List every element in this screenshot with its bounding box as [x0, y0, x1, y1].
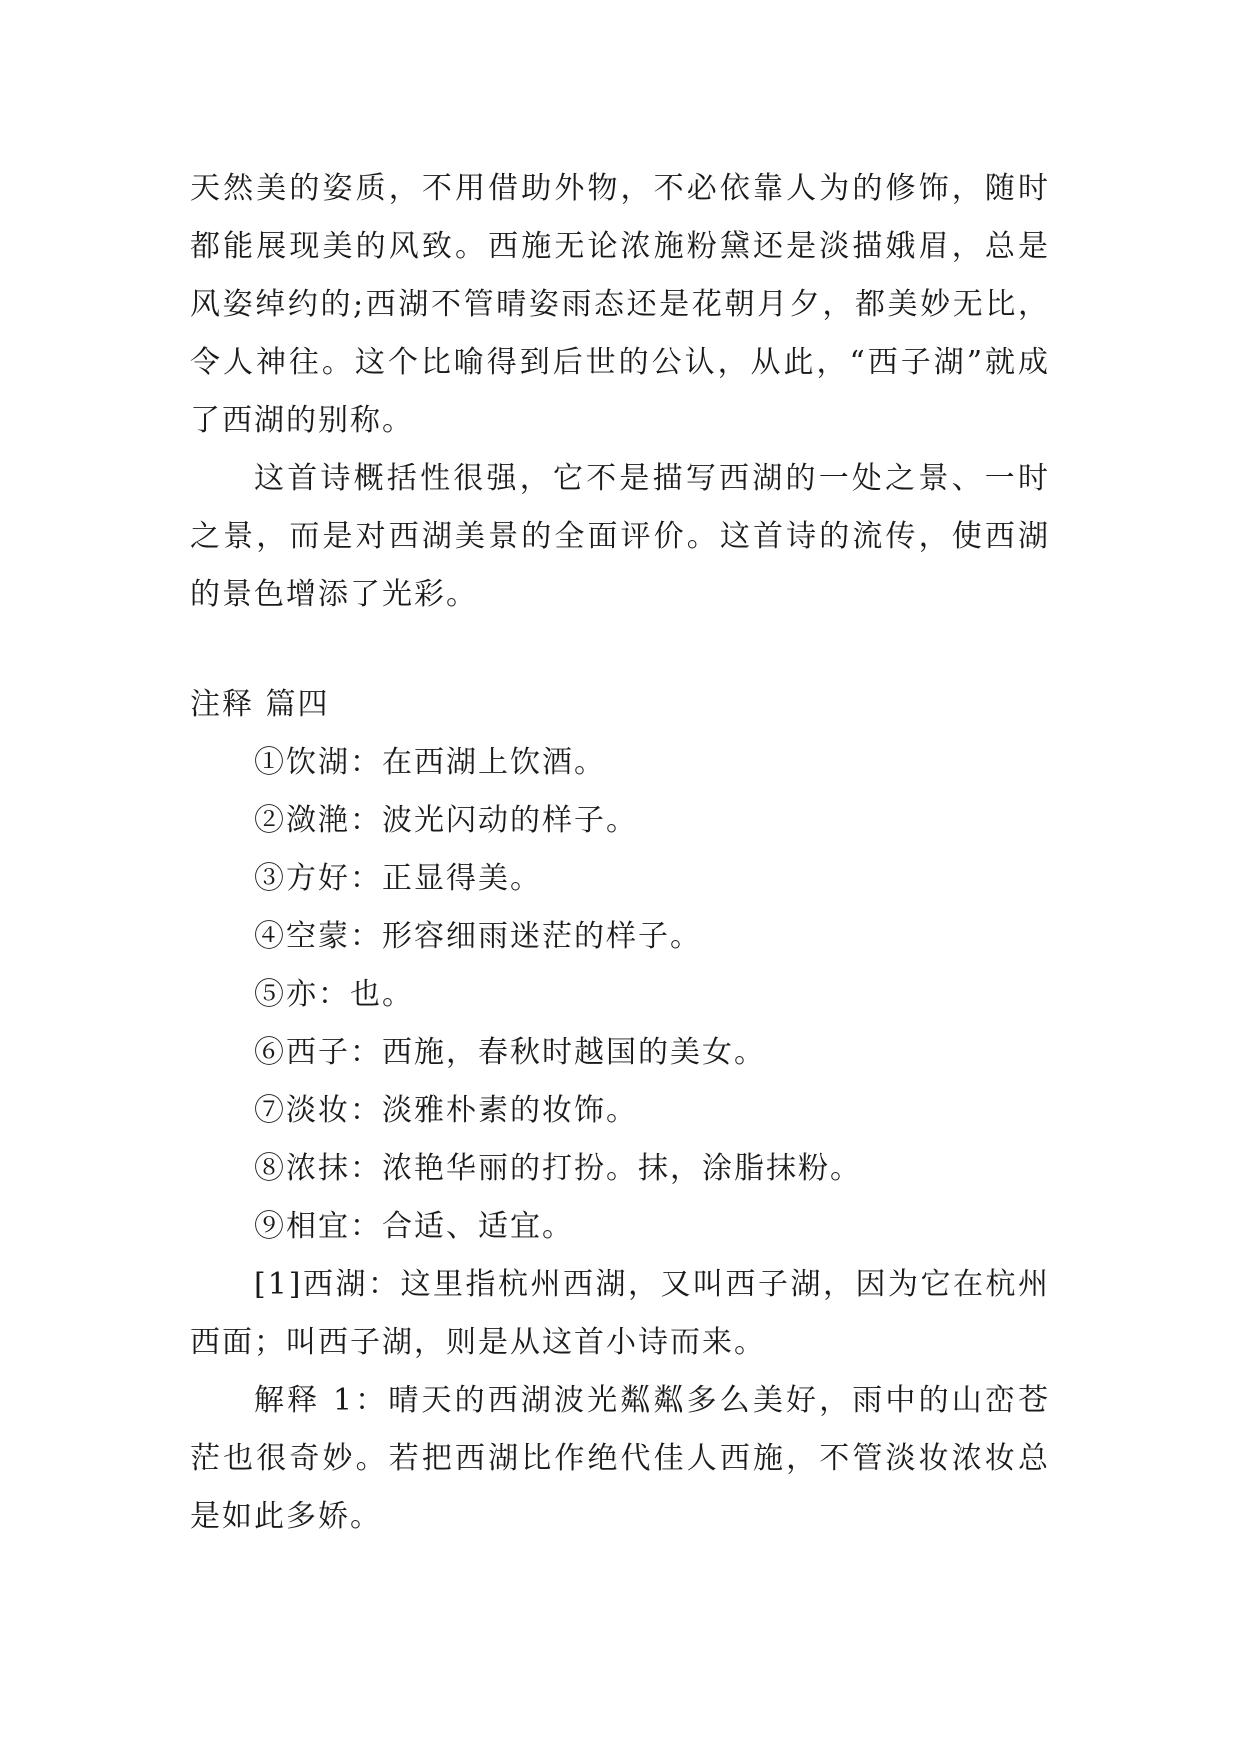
paragraph: 天然美的姿质，不用借助外物，不必依靠人为的修饰，随时都能展现美的风致。西施无论浓施粉黛还是淡描娥眉，总是风姿绰约的;西湖不管晴姿雨态还是花朝月夕，都美妙无比，令人神往。这个比喻得到后世的公认，从此，“西子湖”就成了西湖的别称。 — [190, 171, 1050, 438]
body-text-section — [190, 160, 1050, 624]
note-item: ③方好：正显得美。 — [254, 861, 542, 896]
note-item: ⑨相宜：合适、适宜。 — [254, 1209, 574, 1244]
note-item: [1]西湖：这里指杭州西湖，又叫西子湖，因为它在杭州西面；叫西子湖，则是从这首小诗而来。 — [190, 1267, 1050, 1360]
section-heading: 注释 篇四 — [190, 687, 330, 722]
note-item: ④空蒙：形容细雨迷茫的样子。 — [254, 919, 702, 954]
notes-list — [190, 734, 1050, 1546]
note-item: ②潋滟：波光闪动的样子。 — [254, 803, 638, 838]
translation-paragraph: 解释 1：晴天的西湖波光粼粼多么美好，雨中的山峦苍茫也很奇妙。若把西湖比作绝代佳人西施，不管淡妆浓妆总是如此多娇。 — [190, 1383, 1050, 1534]
note-item: ⑥西子：西施，春秋时越国的美女。 — [254, 1035, 766, 1070]
note-item: ①饮湖：在西湖上饮酒。 — [254, 745, 606, 780]
note-item: ⑤亦：也。 — [254, 977, 414, 1012]
note-item: ⑦淡妆：淡雅朴素的妆饰。 — [254, 1093, 638, 1128]
paragraph: 这首诗概括性很强，它不是描写西湖的一处之景、一时之景，而是对西湖美景的全面评价。这首诗的流传，使西湖的景色增添了光彩。 — [190, 461, 1050, 612]
note-item: ⑧浓抹：浓艳华丽的打扮。抹，涂脂抹粉。 — [254, 1151, 862, 1186]
